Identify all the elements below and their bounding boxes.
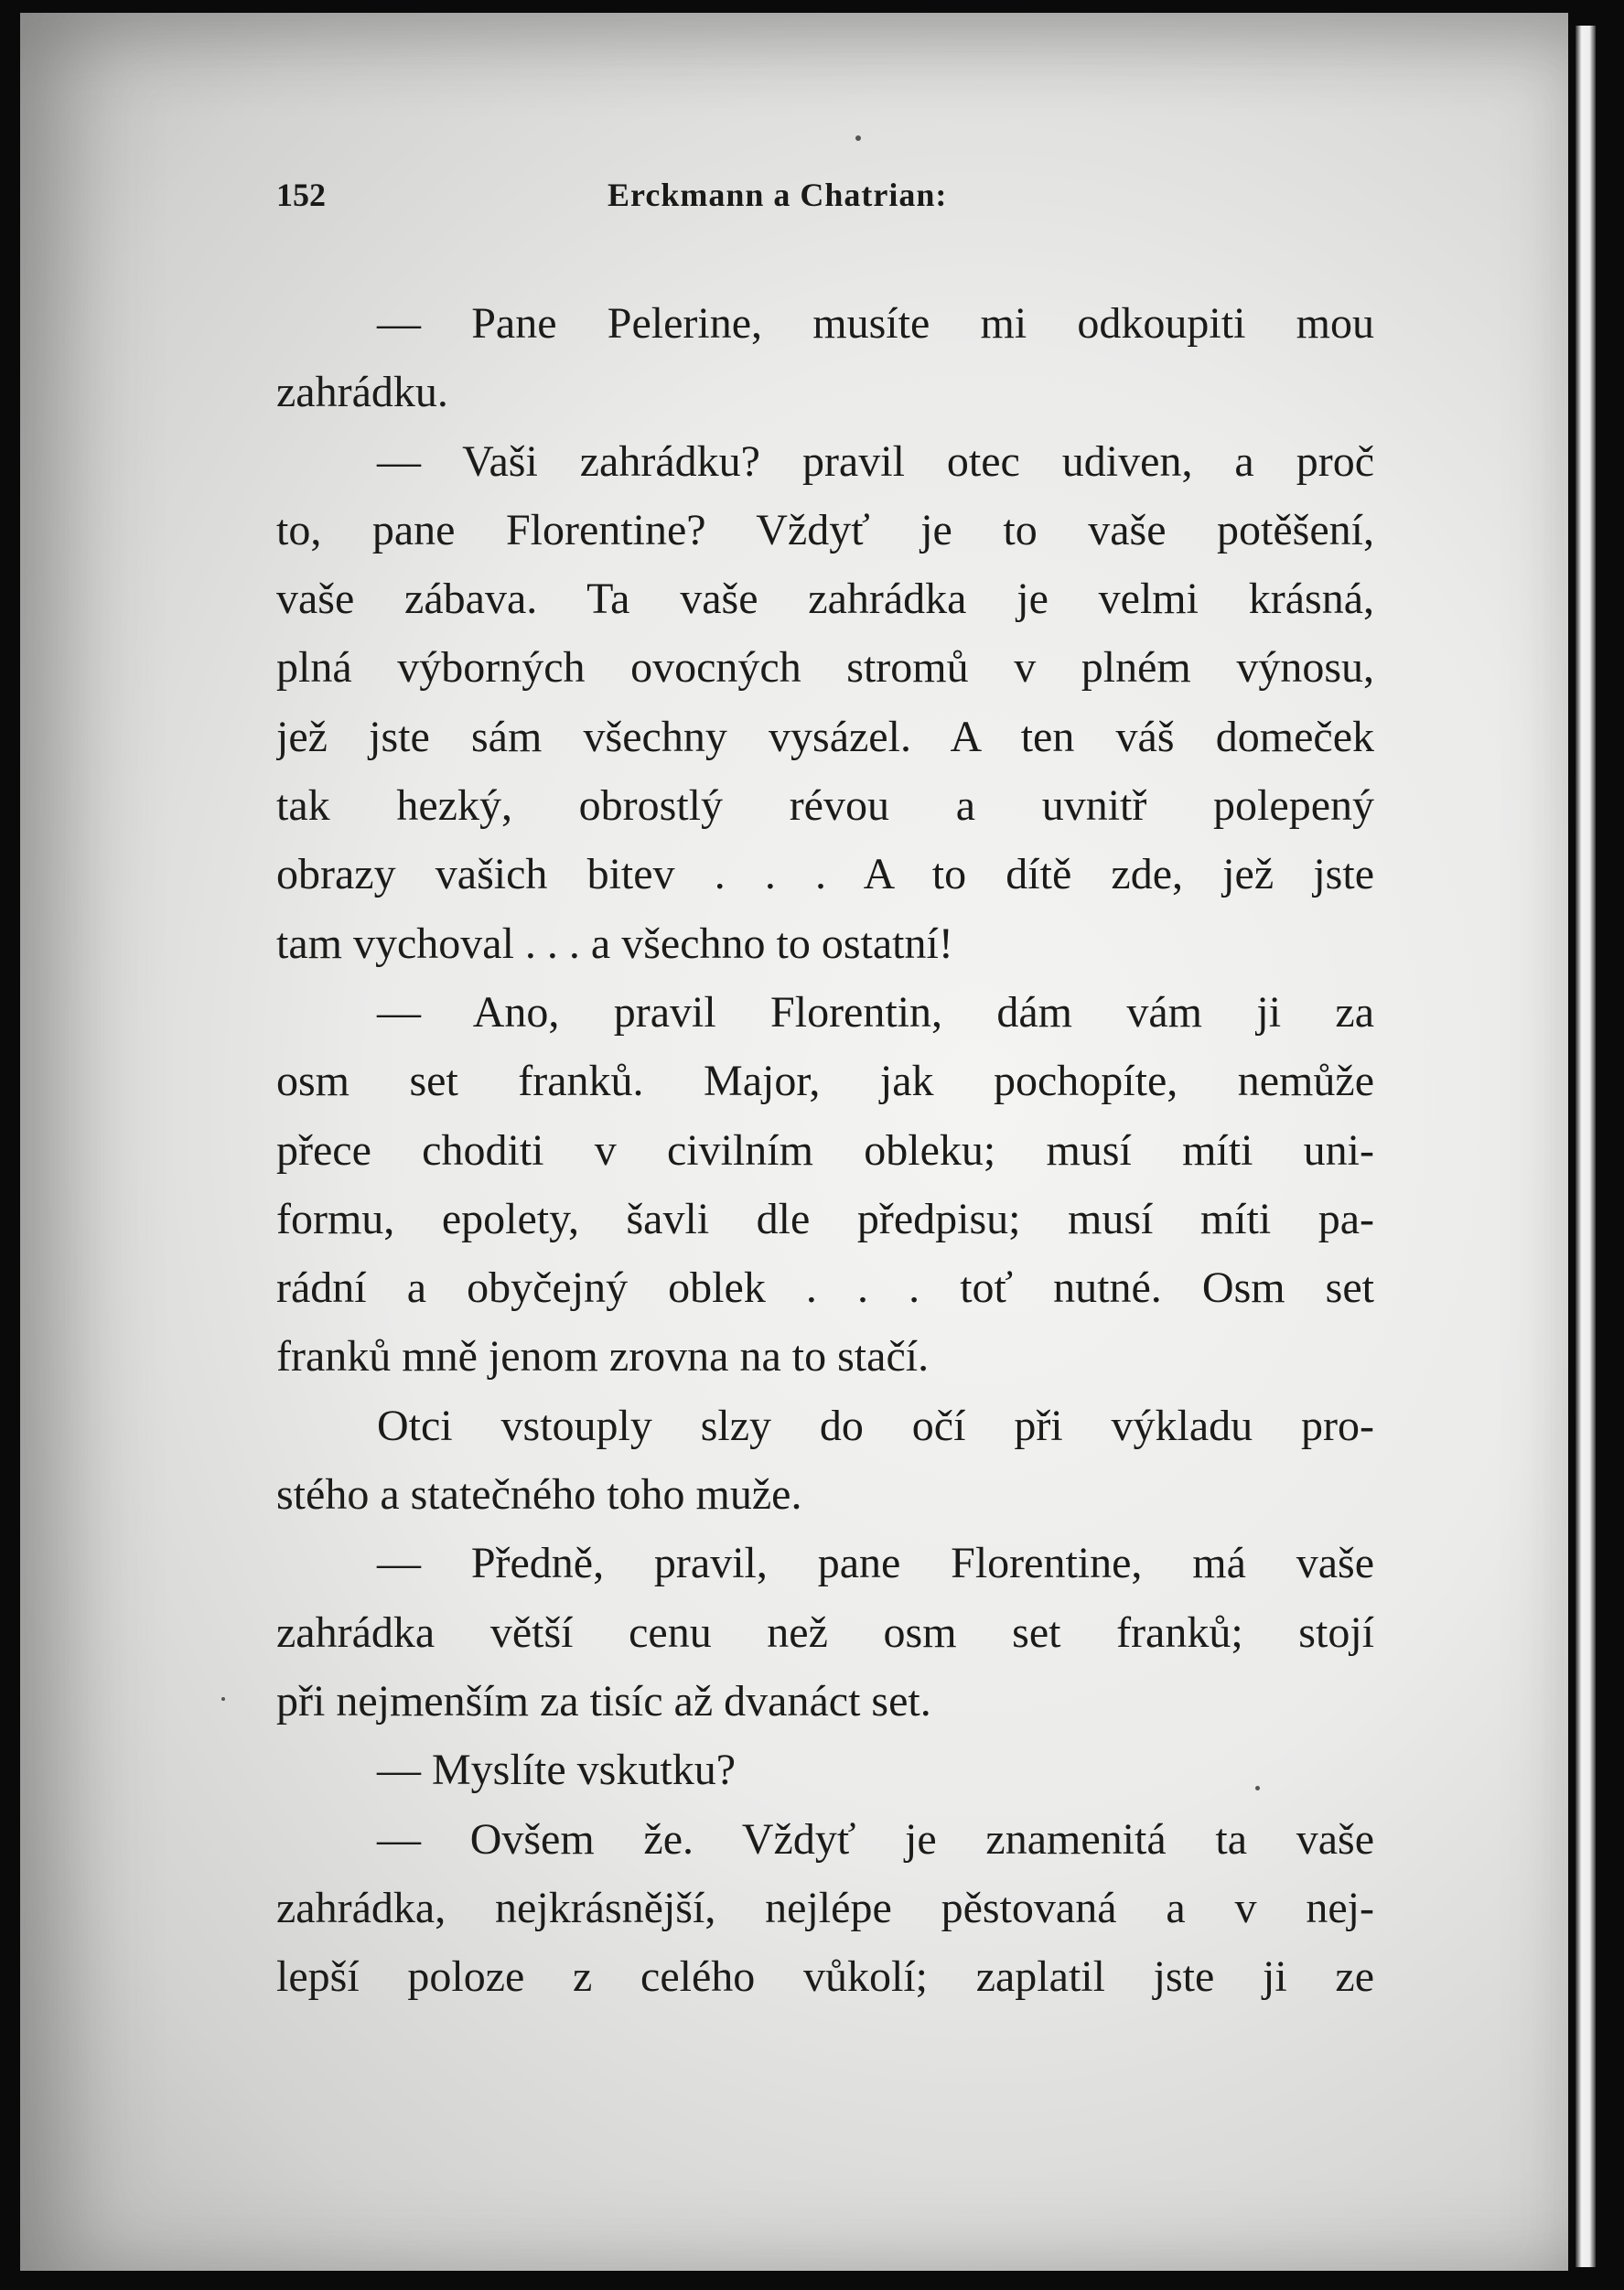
text-line: — Ano, pravil Florentin, dám vám ji za xyxy=(377,987,1374,1037)
text-line: osm set franků. Major, jak pochopíte, nemůže xyxy=(276,1057,1374,1106)
text-line: — Ovšem že. Vždyť je znamenitá ta vaše xyxy=(377,1814,1374,1864)
text-line: stého a statečného toho muže. xyxy=(276,1470,802,1520)
body-text xyxy=(276,289,1374,2011)
text-line: — Pane Pelerine, musíte mi odkoupiti mou xyxy=(377,299,1374,348)
text-line: přece choditi v civilním obleku; musí míti uni- xyxy=(276,1125,1374,1175)
scan-speck xyxy=(855,135,861,141)
text-line: jež jste sám všechny vysázel. A ten váš domeček xyxy=(276,712,1374,761)
text-line: zahrádku. xyxy=(276,368,448,417)
text-line: — Předně, pravil, pane Florentine, má vaše xyxy=(377,1539,1374,1588)
scan-speck xyxy=(221,1697,225,1701)
text-line: lepší poloze z celého vůkolí; zaplatil jste ji ze xyxy=(276,1952,1374,2002)
page-number: 152 xyxy=(276,177,326,213)
text-line: tam vychoval . . . a všechno to ostatní! xyxy=(276,919,953,968)
text-line: plná výborných ovocných stromů v plném výnosu, xyxy=(276,643,1374,693)
text-line: obrazy vašich bitev . . . A to dítě zde, jež jste xyxy=(276,850,1374,899)
running-title: Erckmann a Chatrian: xyxy=(608,177,948,213)
running-header xyxy=(276,176,1374,227)
text-line: zahrádka větší cenu než osm set franků; stojí xyxy=(276,1607,1374,1657)
text-line: formu, epolety, šavli dle předpisu; musí míti pa- xyxy=(276,1194,1374,1243)
text-line: to, pane Florentine? Vždyť je to vaše potěšení, xyxy=(276,505,1374,554)
text-line: zahrádka, nejkrásnější, nejlépe pěstovaná a v nej- xyxy=(276,1883,1374,1932)
text-line: franků mně jenom zrovna na to stačí. xyxy=(276,1332,930,1382)
text-line: Otci vstouply slzy do očí při výkladu pro- xyxy=(377,1401,1374,1450)
text-line: vaše zábava. Ta vaše zahrádka je velmi krásná, xyxy=(276,575,1374,624)
text-line: — Myslíte vskutku? xyxy=(377,1746,736,1795)
text-line: — Vaši zahrádku? pravil otec udiven, a proč xyxy=(377,436,1374,486)
page-edge xyxy=(1576,26,1596,2267)
text-line: rádní a obyčejný oblek . . . toť nutné. Osm set xyxy=(276,1263,1374,1313)
text-line: tak hezký, obrostlý révou a uvnitř polepený xyxy=(276,781,1374,831)
text-line: při nejmenším za tisíc až dvanáct set. xyxy=(276,1676,931,1726)
scan-speck xyxy=(1255,1786,1260,1790)
